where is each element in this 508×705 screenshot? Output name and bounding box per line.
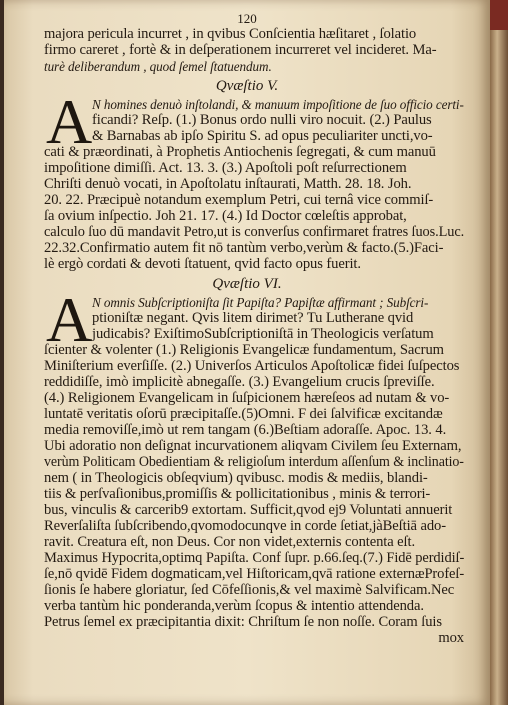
q6-line-3: judicabis? ExiſtimoSubſcriptioniſtā in Theologicis verſatum: [92, 326, 434, 342]
q5-line-4: cati & præordinati, à Prophetis Antiochenis ſegregati, & cum manuū: [44, 144, 436, 160]
q6-line-5: Miniſterium everſiſſe. (2.) Univerſos Articulos Apoſtolicæ fidei ſuſpectos: [44, 358, 460, 374]
q6-line-11: verùm Politicam Obedientiam & religioſum interdum aſſenſum & inclinatio-: [44, 454, 464, 470]
bookmark-tab: [490, 0, 508, 30]
q6-line-7: (4.) Religionem Evangelicam in ſuſpicionem hæreſeos ad nutam & vo-: [44, 390, 450, 406]
q6-line-18: ſe,nō qvidē Fidem dogmaticam,vel Hiſtoricam,qvā ratione externæProfeſ-: [44, 566, 465, 582]
q6-line-12: nem ( in Theologicis obſeqvium) qvibusc. modis & mediis, blandi-: [44, 470, 428, 486]
q5-line-3: & Barnabas ab ipſo Spiritu S. ad opus peculiariter uncti,vo-: [92, 128, 433, 144]
intro-line-3: turè deliberandum , quod ſemel ſtatuendum.: [44, 59, 272, 74]
q5-line-10: 22.32.Confirmatio autem fit nō tantùm verbo,verùm & facto.(5.)Faci-: [44, 240, 444, 256]
q5-line-6: Chriſti denuò vocati, in Apoſtolatu inſtaurati, Matth. 28. 18. Joh.: [44, 176, 412, 192]
q6-line-2: ptioniſtæ negant. Qvis litem dirimet? Tu Lutherane qvid: [92, 310, 414, 326]
question-6-heading: Qvæſtio VI.: [212, 276, 282, 292]
q6-line-6: reddidiſſe, imò implicitè abnegaſſe. (3.) Evangelium crucis ſpreviſſe.: [44, 374, 435, 390]
q6-line-1: N omnis Subſcriptioniſta ſit Papiſta? Papiſtæ affirmant ; Subſcri-: [92, 295, 429, 310]
q5-line-11: lè ergò cordati & devoti ſtatuent, qvid facto opus fuerit.: [44, 256, 361, 272]
q5-line-8: ſa ovium inſpectio. Joh 21. 17. (4.) Id Doctor cœleſtis approbat,: [44, 208, 407, 224]
q5-line-7: 20. 22. Præcipuè notandum exemplum Petri, cui ternâ vice commiſ-: [44, 192, 434, 208]
q6-line-16: ravit. Creatura eſt, non Deus. Cor non videt,externis contenta eſt.: [44, 534, 416, 550]
q6-line-9: media removiſſe,imò ut rem tangam (6.)Beſtiam adoraſſe. Apoc. 13. 4.: [44, 422, 447, 438]
q6-line-10: Ubi adoratio non deſignat incurvationem aliqvam Civilem ſeu Externam,: [44, 438, 462, 454]
book-fore-edge: [490, 0, 508, 705]
q6-line-14: bus, vinculis & carcerib9 extortam. Sufficit,qvod ej9 Voluntati annuerit: [44, 502, 453, 518]
intro-line-2: firmo careret , fortè & in deſperationem incurreret vel incideret. Ma-: [44, 42, 437, 58]
q5-line-1: N homines denuò inſtolandi, & manuum impoſitione de ſuo officio certi-: [92, 97, 464, 112]
q6-line-20: verba tantùm hic ponderanda,verùm ſcopus & intentio attendenda.: [44, 598, 424, 614]
q6-line-15: Reverſaliſta ſubſcribendo,qvomodocunqve in corde ſetiat,jàBeſtiā ado-: [44, 518, 446, 534]
q6-line-8: luntatē veritatis oſorū præcipitaſſe.(5)Omni. F dei ſalvificæ excitandæ: [44, 406, 443, 422]
q6-line-21: Petrus ſemel ex præcipitantia dixit: Chriſtum ſe non noſſe. Coram ſuis: [44, 614, 442, 630]
q5-line-5: impoſitione dimiſſi. Act. 13. 3. (3.) Apoſtoli poſt reſurrectionem: [44, 160, 407, 176]
q6-line-17: Maximus Hypocrita,optimq Papiſta. Conf ſupr. p.66.ſeq.(7.) Fidē perdidiſ-: [44, 550, 465, 566]
q6-line-13: tiis & perſvaſionibus,promiſſis & pollicitationibus , minis & terrori-: [44, 486, 431, 502]
intro-line-1: majora pericula incurret , in qvibus Conſcientia hæſitaret , ſolatio: [44, 26, 417, 42]
catchword: mox: [438, 630, 464, 646]
q5-line-2: ficandi? Reſp. (1.) Bonus ordo nulli viro nocuit. (2.) Paulus: [92, 112, 432, 128]
question-5-heading: Qvæſtio V.: [215, 78, 279, 94]
q6-line-4: ſcienter & volenter (1.) Religionis Evangelicæ fundamentum, Sacrum: [44, 342, 444, 358]
page-number: 120: [237, 11, 257, 26]
question-5-dropcap: A: [46, 86, 93, 157]
question-6-dropcap: A: [46, 284, 93, 355]
q6-line-19: ſionis ſe habere gloriatur, ſed Cōfeſſionis,& vel maximè Salvificam.Nec: [44, 582, 455, 598]
book-page: [4, 0, 490, 705]
q5-line-9: calculo ſuo dū mandavit Petro,ut is converſus confirmaret fratres ſuos.Luc.: [44, 224, 465, 240]
